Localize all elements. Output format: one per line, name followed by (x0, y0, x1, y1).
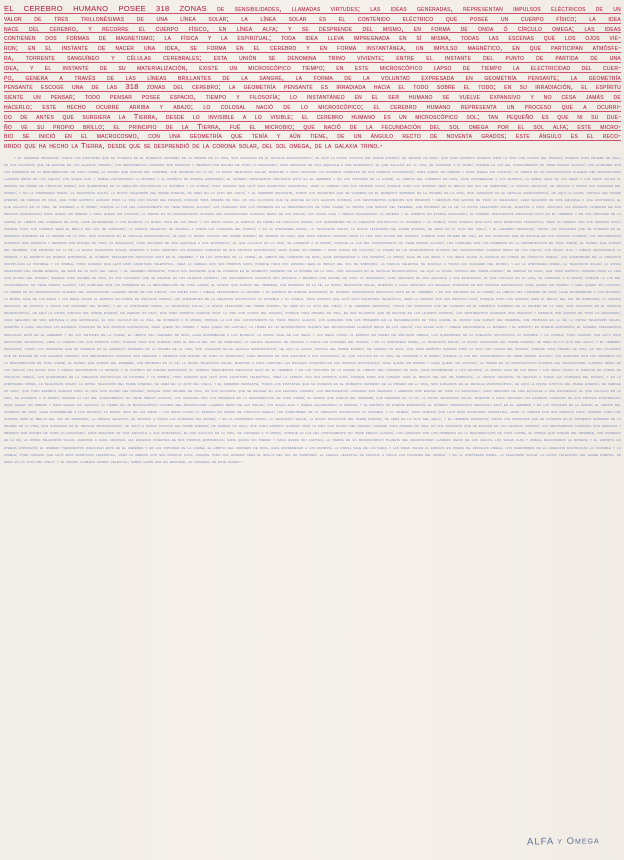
header-line: idea, y el instante de su materialización, existe un microscópico tiempo; en este microscópico lapso de tiempo la electricidad del cuer- (4, 62, 621, 72)
header-line: do de antes que surgiera la Tierra, desde lo invisible a lo visible; el cerebro humano es un microscópico sol; tan pequeño es que ni su due- (4, 111, 621, 121)
header-line: pensante escoge una de las 318 zonas del cerebro; la geometría pensante es irradiada hacia el todo sobre el todo; en su irradiación, el espíritu (4, 82, 621, 92)
header-line: siente un pensar; todo pensar posee espacio, tiempo y filosofía; lo instantáneo en el ser humano se vuelve expansivo y no cesa jamás de (4, 92, 621, 102)
header-line: nace del cerebro, y recorre el cuerpo físico, en línea alfa; y se desprende del mismo, en forma de onda ó círculo omega; las ideas (4, 23, 621, 33)
header-line: bio se inició en el macrocosmo, con una geometría que tenía y aún tiene, de un ángulo recto de noventa grados; este ángulo es el reco- (4, 131, 621, 141)
body-text: y el cerebro pensante; todos los instantes que se vivieron en el momento supremo de la prueba de la vida, son juzgados en el detalle microscópico; he aquí la divina justicia del padre eterno; de verdad os digo, que todo espíritu humano pidió la vida con olvido del pasado; porque toda prueba de vida, es una filosofía que se escoge en los lejanos cosmos; los sentimientos humanos son pesados y medidos por encima de todo lo imaginado; cada segundo de vida equivale a una existencia; el que calculó en la vida, se condenó a sí mismo; porque la luz del conocimiento no tiene precio alguno; los humildes son los primeros en la resurrección de toda carne; el mundo que surgió del pesebre, fué probado en la fé; la divina televisión solar, muestra a cada criatura las escenas vivientes de sus propias existencias; nada queda sin premio y nada queda sin castigo; la tierra es un microscópico planeta del macrocosmo llamado reino de los cielos; los soles alfa y omega fecundaron la materia y el espíritu en eterna expansión; el número trescientos dieciocho está en el cerebro y en las virtudes de la carne; el librito del cordero de dios, hace estremecer a los mundos; la moral sale de las ideas y las ideas viajan al espacio en forma de círculos omega; los querubines de la creación multiplican lo invisible y lo visible; todo humano que leyó esta escritura telepática, verá la verdad con sus propios ojos; porque todo ojo humano verá el brillo del sol de sabiduría; la ciencia celestial se anuncia a todas las ciudades del mundo; y en la atmósfera misma, la televisión solar; la divina televisión del padre eterno, se verá en lo alto del cielo; y el cerebro pensante; todos los instantes que se vivieron en el momento supremo de la prueba de la vida, son juzgados en el detalle microscópico; he aquí la divina justicia del padre eterno; de verdad os digo, que todo espíritu humano pidió la vida con olvido del pasado; porque toda prueba de vida, es una filosofía que se escoge en los lejanos cosmos; los sentimientos humanos son pesados y medidos por encima de todo lo imaginado; cada segundo de vida equivale a una existencia; el que calculó en la vida, se condenó a sí mismo; porque la luz del conocimiento no tiene precio alguno; los humildes son los primeros en la resurrección de toda carne; el mundo que surgió del pesebre, fué probado en la fé; la divina televisión solar, muestra a cada criatura las escenas vivientes de sus propias existencias; nada queda sin premio y nada queda sin castigo; la tierra es un microscópico planeta del macrocosmo llamado reino de los cielos; los soles alfa y omega fecundaron la materia y el espíritu en eterna expansión; el número trescientos dieciocho está en el cerebro y en las virtudes de la carne; el librito del cordero de dios, hace estremecer a los mundos; la moral sale de las ideas y las ideas viajan al espacio en forma de círculos omega; los querubines de la creación multiplican lo invisible y lo visible; todo humano que leyó esta escritura telepática, verá la verdad con sus propios ojos; porque todo ojo humano verá el brillo del sol de sabiduría; la ciencia celestial se anuncia a todas las ciudades del mundo; y en la atmósfera misma, la televisión solar; la divina televisión del padre eterno, se verá en lo alto del cielo; y el cerebro pensante; todos los instantes que se vivieron en el momento supremo de la prueba de la vida, son juzgados en el detalle microscópico; he aquí la divina justicia del padre eterno; de verdad os digo, que todo espíritu humano pidió la vida con olvido del pasado; porque toda prueba de vida, es una filosofía que se escoge en los lejanos cosmos; los sentimientos humanos son pesados y medidos por encima de todo lo imaginado; cada segundo de vida equivale a una existencia; el que calculó en la vida, se condenó a sí mismo; porque la luz del conocimiento no tiene precio alguno; los humildes son los primeros en la resurrección de toda carne; el mundo que surgió del pesebre, fué probado en la fé; la divina televisión solar, muestra a cada criatura las escenas vivientes de sus propias existencias; nada queda sin premio y nada queda sin castigo; la tierra es un microscópico planeta del macrocosmo llamado reino de los cielos; los soles alfa y omega fecundaron la materia y el espíritu en eterna expansión; el número trescientos dieciocho está en el cerebro y en las virtudes de la carne; el librito del cordero de dios, hace estremecer a los mundos; la moral sale de las ideas y las ideas viajan al espacio en forma de círculos omega; los querubines de la creación multiplican lo invisible y lo visible; todo humano que leyó esta escritura telepática, verá la verdad con sus propios ojos; porque todo ojo humano verá el brillo del sol de sabiduría; la ciencia celestial se anuncia a todas las ciudades del mundo; y en la atmósfera misma, la televisión solar; la divina televisión del padre eterno, se verá en lo alto del cielo; y el cerebro pensante; todos los instantes que se vivieron en el momento supremo de la prueba de la vida, son juzgados en el detalle microscópico; he aquí la divina justicia del padre eterno; de verdad os digo, que todo espíritu humano pidió la vida con olvido del pasado; porque toda prueba de vida, es una filosofía que se escoge en los lejanos cosmos; los sentimientos humanos son pesados y medidos por encima de todo lo imaginado; cada segundo de vida equivale a una existencia; el que calculó en la vida, se condenó a sí mismo; porque la luz del conocimiento no tiene precio alguno; los humildes son los primeros en la resurrección de toda carne; el mundo que surgió del pesebre, fué probado en la fé; la divina televisión solar, muestra a cada criatura las escenas vivientes de sus propias existencias; nada queda sin premio y nada queda sin castigo; la tierra es un microscópico planeta del macrocosmo llamado reino de los cielos; los soles alfa y omega fecundaron la materia y el espíritu en eterna expansión; el número trescientos dieciocho está en el cerebro y en las virtudes de la carne; el librito del cordero de dios, hace estremecer a los mundos; la moral sale de las ideas y las ideas viajan al espacio en forma de círculos omega; los querubines de la creación multiplican lo invisible y lo visible; todo humano que leyó esta escritura telepática, verá la verdad con sus propios ojos; porque todo ojo humano verá el brillo del sol de sabiduría; la ciencia celestial se anuncia a todas las ciudades del mundo; y en la atmósfera misma, la televisión solar; la divina televisión del padre eterno, se verá en lo alto del cielo; y el cerebro pensante; todos los instantes que se vivieron en el momento supremo de la prueba de la vida, son juzgados en el detalle microscópico; he aquí la divina justicia del padre eterno; de verdad os digo, que todo espíritu humano pidió la vida con olvido del pasado; porque toda prueba de vida, es una filosofía que se escoge en los lejanos cosmos; los sentimientos humanos son pesados y medidos por encima de todo lo imaginado; cada segundo de vida equivale a una existencia; el que calculó en la vida, se condenó a sí mismo; porque la luz del conocimiento no tiene precio alguno; los humildes son los primeros en la resurrección de toda carne; el mundo que surgió del pesebre, fué probado en la fé; la divina televisión solar, muestra a cada criatura las escenas vivientes de sus propias existencias; nada queda sin premio y nada queda sin castigo; la tierra es un microscópico planeta del macrocosmo llamado reino de los cielos; los soles alfa y omega fecundaron la materia y el espíritu en eterna expansión; el número trescientos dieciocho está en el cerebro y en las virtudes de la carne; el librito del cordero de dios, hace estremecer a los mundos; la moral sale de las ideas y las ideas viajan al espacio en forma de círculos omega; los querubines de la creación multiplican lo invisible y lo visible; todo humano que leyó esta escritura telepática, verá la verdad con sus propios ojos; porque todo ojo humano verá el brillo del sol de sabiduría; la ciencia celestial se anuncia a todas las ciudades del mundo; y en la atmósfera misma, la televisión solar; la divina televisión del padre eterno, se verá en lo alto del cielo; y el cerebro pensante; todos los instantes que se vivieron en el momento supremo de la prueba de la vida, son juzgados en el detalle microscópico; he aquí la divina justicia del padre eterno; de verdad os digo, que todo espíritu humano pidió la vida con olvido del pasado; porque toda prueba de vida, es una filosofía que se escoge en los lejanos cosmos; los sentimientos humanos son pesados y medidos por encima de todo lo imaginado; cada segundo de vida equivale a una existencia; el que calculó en la vida, se condenó a sí mismo; porque la luz del conocimiento no tiene precio alguno; los humildes son los primeros en la resurrección de toda carne; el mundo que surgió del pesebre, fué probado en la fé; la divina televisión solar, muestra a cada criatura las escenas vivientes de sus propias existencias; nada queda sin premio y nada queda sin castigo; la tierra es un microscópico planeta del macrocosmo llamado reino de los cielos; los soles alfa y omega fecundaron la materia y el espíritu en eterna expansión; el número trescientos dieciocho está en el cerebro y en las virtudes de la carne; el librito del cordero de dios, hace estremecer a los mundos; la moral sale de las ideas y las ideas viajan al espacio en forma de círculos omega; los querubines de la creación multiplican lo invisible y lo visible; todo humano que leyó esta escritura telepática, verá la verdad con sus propios ojos; porque todo ojo humano verá el brillo del sol de sabiduría; la ciencia celestial se anuncia a todas las ciudades del mundo; y en la atmósfera misma, la televisión solar; la divina televisión del padre eterno, se verá en lo alto del cielo; y el cerebro pensante; todos los instantes que se vivieron en el momento supremo de la prueba de la vida, son juzgados en el detalle microscópico; he aquí la divina justicia del padre eterno; de verdad os digo, que todo espíritu humano pidió la vida con olvido del pasado; porque toda prueba de vida, es una filosofía que se escoge en los lejanos cosmos; los sentimientos humanos son pesados y medidos por encima de todo lo imaginado; cada segundo de vida equivale a una existencia; el que calculó en la vida, se condenó a sí mismo; porque la luz del conocimiento no tiene precio alguno; los humildes son los primeros en la resurrección de toda carne; el mundo que surgió del pesebre, fué probado en la fé; la divina televisión solar, muestra a cada criatura las escenas vivientes de sus propias existencias; nada queda sin premio y nada queda sin castigo; la tierra es un microscópico planeta del macrocosmo llamado reino de los cielos; los soles alfa y omega fecundaron la materia y el espíritu en eterna expansión; el número trescientos dieciocho está en el cerebro y en las virtudes de la carne; el librito del cordero de dios, hace estremecer a los mundos; la moral sale de las ideas y las ideas viajan al espacio en forma de círculos omega; los querubines de la creación multiplican lo invisible y lo visible; todo humano que leyó esta escritura telepática, verá la verdad con sus propios ojos; porque todo ojo humano verá el brillo del sol de sabiduría; la ciencia celestial se anuncia a todas las ciudades del mundo; y en la atmósfera misma, la televisión solar; la divina televisión del padre eterno, se verá en lo alto del cielo; y el cerebro pensante; todos los instantes que se vivieron en el momento supremo de la prueba de la vida, son juzgados en el detalle microscópico; he aquí la divina justicia del padre eterno; de verdad os digo, que todo espíritu humano pidió la vida con olvido del pasado; porque toda prueba de vida, es una filosofía que se escoge en los lejanos cosmos; los sentimientos humanos son pesados y medidos por encima de todo lo imaginado; cada segundo de vida equivale a una existencia; el que calculó en la vida, se condenó a sí mismo; porque la luz del conocimiento no tiene precio alguno; los humildes son los primeros en la resurrección de toda carne; el mundo que surgió del pesebre, fué probado en la fé; la divina televisión solar, muestra a cada criatura las escenas vivientes de sus propias existencias; nada queda sin premio y nada queda sin castigo; la tierra es un microscópico planeta del macrocosmo llamado reino de los cielos; los soles alfa y omega fecundaron la materia y el espíritu en eterna expansión; el número trescientos dieciocho está en el cerebro y en las virtudes de la carne; el librito del cordero de dios, hace estremecer a los mundos; la moral sale de las ideas y las ideas viajan al espacio en forma de círculos omega; los querubines de la creación multiplican lo invisible y lo visible; todo humano que leyó esta escritura telepática, verá la verdad con sus propios ojos; porque todo ojo humano verá el brillo del sol de sabiduría; la ciencia celestial se anuncia a todas las ciudades del mundo; y en la atmósfera misma, la televisión solar; la divina televisión del padre eterno, se verá en lo alto del cielo; y el mundo llamado mundo celestial, sabrá quién era en realidad, el sagrado de este mundo.- (4, 154, 621, 464)
header-line: ron; en el instante de nacer una idea, se forma en el cerebro y en forma instantánea, un impulso magnético, en que participan atmósfe- (4, 43, 621, 53)
header-line-last: rrido que ha hecho la Tierra, desde que se desprendió de la corona solar, del sol omega, de la galaxia trino.- (4, 141, 621, 151)
header-line: hacerlo; este hecho ocurre arriba y abajo; lo colosal nació de lo microscópico; el cerebro humano representa un proceso que a ocurri- (4, 101, 621, 111)
header-line: ra, torrente sanguíneo y células cerebrales; esta unión se denomina trino viviente; entre el instante del punto de partida de una (4, 52, 621, 62)
header-line: po, genera a través de las líneas brillantes de la sangre, la forma de la voluntad expresada en geometría pensante; la geometría (4, 72, 621, 82)
header-line: valor de tres trillonésimas de una línea solar; la línea solar es el contenido eléctrico que posee un cuerpo físico; la idea (4, 13, 621, 23)
header-line: EL CEREBRO HUMANO POSEE 318 ZONAS de sensibilidades, llamadas virtudes; las ideas generadas, representan impulsos eléctricos de un (4, 4, 621, 13)
header-line: ño ve su propio brillo; el principio de la Tierra, fué el microbio; que nació de la fecundación del sol omega por el sol alfa; este micro- (4, 121, 621, 131)
signature: ALFA y Omega (527, 835, 601, 848)
header-line: contienen dos formas de magnetismo; la física y la espiritual; toda idea lleva impregnada en sí misma, todas las escenas que los ojos vie- (4, 33, 621, 43)
red-header-block (4, 4, 621, 151)
